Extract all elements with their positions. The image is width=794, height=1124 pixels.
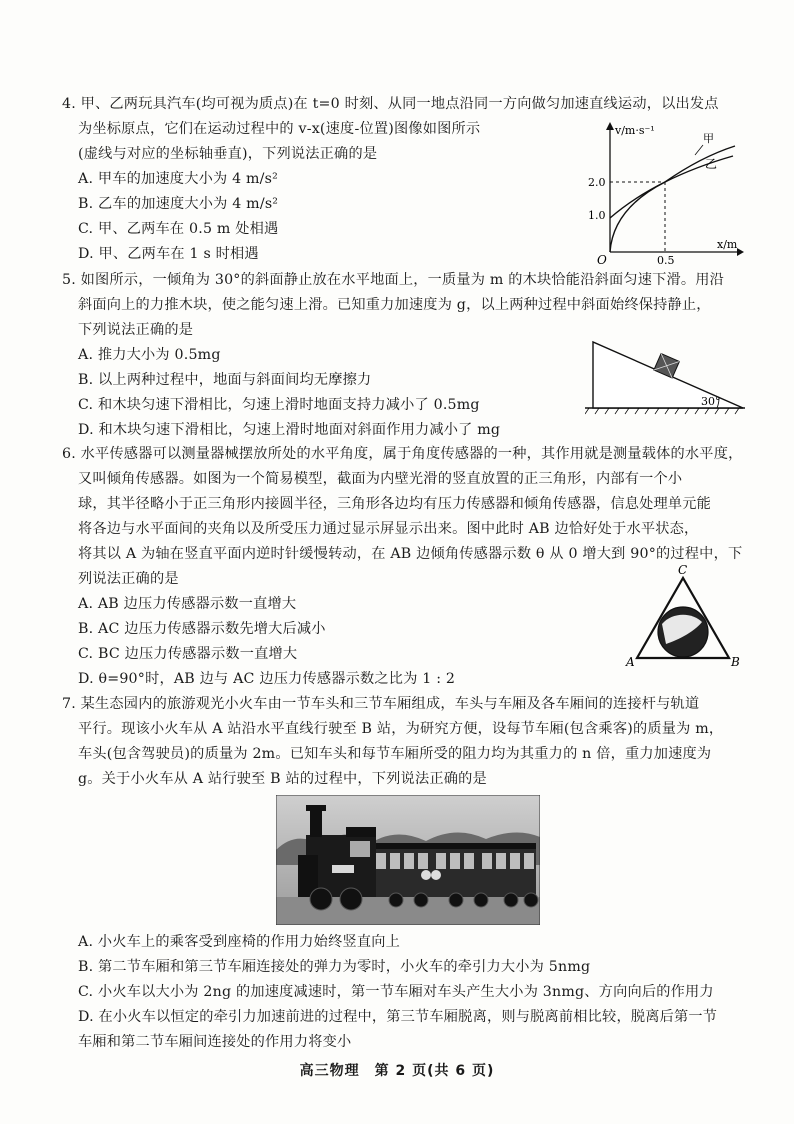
q6-option-a: A. AB 边压力传感器示数一直增大 [78, 596, 297, 612]
y-tick-2: 2.0 [588, 176, 606, 189]
q4-vx-graph [585, 120, 745, 265]
question-7 [62, 692, 732, 792]
q5-option-c: C. 和木块匀速下滑相比，匀速上滑时地面支持力减小了 0.5mg [78, 397, 480, 413]
x-axis-label: x/m [717, 238, 738, 251]
q7-option-c: C. 小火车以大小为 2ng 的加速度减速时，第一节车厢对车头产生大小为 3nmg、方向向后的作用力 [78, 984, 714, 1000]
page-footer: 高三物理 第 2 页(共 6 页) [299, 1063, 495, 1079]
q5-option-d: D. 和木块匀速下滑相比，匀速上滑时地面对斜面作用力减小了 mg [78, 422, 501, 438]
q5-incline-figure [585, 338, 745, 418]
q7-stem-line-3: 车头(包含驾驶员)的质量为 2m。已知车头和每节车厢所受的阻力均为其重力的 n 倍，重力加速度为 [78, 746, 712, 762]
q6-stem-line-1: 6. 水平传感器可以测量器械摆放所处的水平角度，属于角度传感器的一种，其作用就是测量载体的水平度， [62, 446, 743, 462]
q6-triangle-figure [622, 562, 747, 672]
q5-stem-line-1: 5. 如图所示，一倾角为 30°的斜面静止放在水平地面上，一质量为 m 的木块恰能沿斜面匀速下滑。用沿 [62, 272, 725, 288]
q6-stem-line-4: 将各边与水平面间的夹角以及所受压力通过显示屏显示出来。图中此时 AB 边恰好处于水平状态， [78, 521, 699, 537]
curve-label-jia: 甲 [703, 132, 714, 145]
q5-stem-line-2: 斜面向上的力推木块，使之能匀速上滑。已知重力加速度为 g，以上两种过程中斜面始终保持静止， [78, 297, 711, 313]
vertex-a-label: A [626, 655, 635, 669]
x-tick-05: 0.5 [657, 254, 675, 265]
q7-stem-line-1: 7. 某生态园内的旅游观光小火车由一节车头和三节车厢组成，车头与车厢及各车厢间的连接杆与轨道 [62, 696, 700, 712]
q6-stem-line-3: 球，其半径略小于正三角形内接圆半径，三角形各边均有压力传感器和倾角传感器，信息处理单元能 [78, 496, 712, 512]
q6-option-b: B. AC 边压力传感器示数先增大后减小 [78, 621, 326, 637]
q4-option-a: A. 甲车的加速度大小为 4 m/s² [78, 171, 279, 187]
vertex-b-label: B [731, 655, 740, 669]
q5-stem-line-3: 下列说法正确的是 [78, 322, 194, 338]
q6-option-d: D. θ=90°时，AB 边与 AC 边压力传感器示数之比为 1 : 2 [78, 671, 456, 687]
q4-option-d: D. 甲、乙两车在 1 s 时相遇 [78, 246, 259, 262]
q4-stem-line-2: 为坐标原点，它们在运动过程中的 v-x(速度-位置)图像如图所示 [78, 121, 481, 137]
q6-option-c: C. BC 边压力传感器示数一直增大 [78, 646, 298, 662]
q6-stem-line-6: 列说法正确的是 [78, 571, 179, 587]
q7-train-photo [276, 795, 540, 925]
q4-stem-line-3: (虚线与对应的坐标轴垂直)，下列说法正确的是 [78, 146, 378, 162]
q7-option-d: D. 在小火车以恒定的牵引力加速前进的过程中，第三节车厢脱离，则与脱离前相比较，脱离后第一节 [78, 1009, 718, 1025]
vertex-c-label: C [678, 563, 688, 577]
q7-stem-line-2: 平行。现该小火车从 A 站沿水平直线行驶至 B 站，为研究方便，设每节车厢(包含乘客)的质量为 m， [78, 721, 724, 737]
q7-option-d-continued: 车厢和第二节车厢间连接处的作用力将变小 [78, 1034, 352, 1050]
origin-label: O [597, 253, 607, 265]
incline-angle-label: 30° [701, 395, 721, 408]
q5-option-b: B. 以上两种过程中，地面与斜面间均无摩擦力 [78, 372, 372, 388]
curve-label-yi: 乙 [705, 157, 718, 171]
y-axis-label: v/m·s⁻¹ [615, 124, 655, 137]
q6-stem-line-5: 将其以 A 为轴在竖直平面内逆时针缓慢转动，在 AB 边倾角传感器示数 θ 从 0 增大到 90°的过程中，下 [78, 546, 743, 562]
q7-option-b: B. 第二节车厢和第三节车厢连接处的弹力为零时，小火车的牵引力大小为 5nmg [78, 959, 591, 975]
q4-option-b: B. 乙车的加速度大小为 4 m/s² [78, 196, 279, 212]
q4-option-c: C. 甲、乙两车在 0.5 m 处相遇 [78, 221, 279, 237]
y-tick-1: 1.0 [588, 209, 606, 222]
q7-stem-line-4: g。关于小火车从 A 站行驶至 B 站的过程中，下列说法正确的是 [78, 771, 487, 787]
q7-option-a: A. 小火车上的乘客受到座椅的作用力始终竖直向上 [78, 934, 401, 950]
question-7-options [62, 930, 732, 1055]
q5-option-a: A. 推力大小为 0.5mg [78, 347, 221, 363]
q6-stem-line-2: 又叫倾角传感器。如图为一个简易模型，截面为内壁光滑的竖直放置的正三角形，内部有一个小 [78, 471, 683, 487]
q4-stem-line-1: 4. 甲、乙两玩具汽车(均可视为质点)在 t=0 时刻、从同一地点沿同一方向做匀加速直线运动，以出发点 [62, 96, 719, 112]
